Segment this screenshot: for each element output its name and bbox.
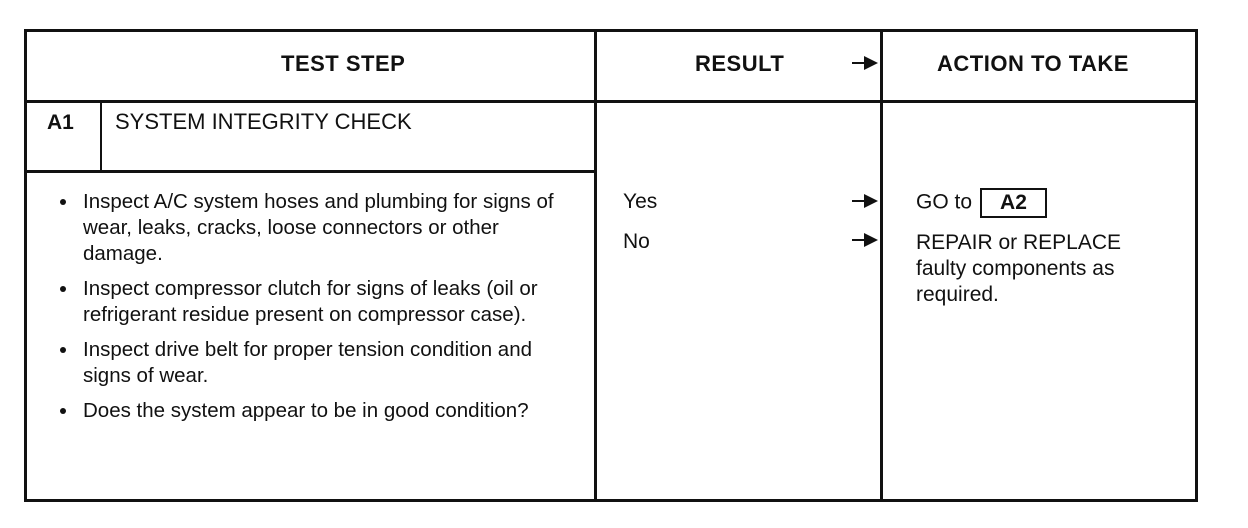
goto-step-link[interactable]: A2 xyxy=(980,188,1047,218)
action-no xyxy=(916,230,1121,308)
arrow-right-icon xyxy=(864,194,878,208)
instruction-item: Inspect A/C system hoses and plumbing for signs of wear, leaks, cracks, loose connectors or other damage. xyxy=(57,189,557,267)
instruction-item: Inspect compressor clutch for signs of leaks (oil or refrigerant residue present on compressor case). xyxy=(57,276,557,328)
step-title-divider xyxy=(27,170,594,173)
action-no-line: faulty components as xyxy=(916,257,1115,280)
arrow-right-icon xyxy=(864,233,878,247)
result-yes: Yes xyxy=(623,190,658,213)
instruction-list xyxy=(57,189,557,433)
header-divider xyxy=(27,100,1195,103)
arrow-right-icon xyxy=(864,56,878,70)
header-result: RESULT xyxy=(695,51,785,76)
step-id-divider xyxy=(100,103,102,172)
diagnostic-table xyxy=(24,29,1198,502)
action-yes xyxy=(916,188,1047,218)
header-action-to-take: ACTION TO TAKE xyxy=(937,51,1129,76)
action-no-line: required. xyxy=(916,283,999,306)
action-goto-label: GO to xyxy=(916,190,973,214)
result-no: No xyxy=(623,230,650,253)
instruction-item: Does the system appear to be in good condition? xyxy=(57,398,557,424)
instruction-item: Inspect drive belt for proper tension condition and signs of wear. xyxy=(57,337,557,389)
action-no-line: REPAIR or REPLACE xyxy=(916,231,1122,254)
step-id: A1 xyxy=(47,111,74,134)
header-test-step: TEST STEP xyxy=(281,51,406,76)
step-title: SYSTEM INTEGRITY CHECK xyxy=(115,109,412,134)
